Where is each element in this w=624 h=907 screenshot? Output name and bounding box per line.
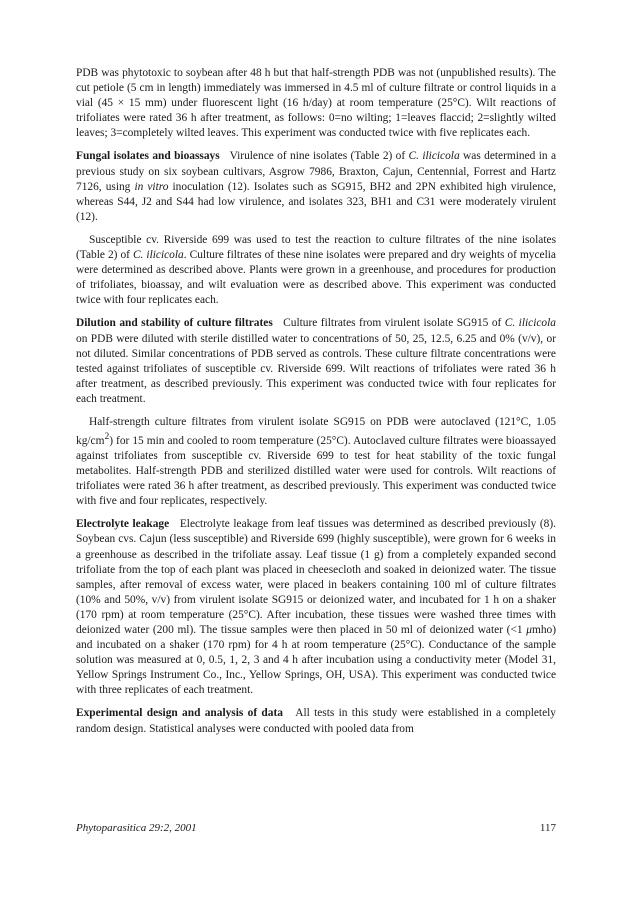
electrolyte-paragraph: [76, 517, 556, 698]
intro-paragraph: PDB was phytotoxic to soybean after 48 h but that half-strength PDB was not (unpublished results). The cut petiole (5 cm in length) immediately was immersed in 4.5 ml of culture filtrate or control liquids in a vial (45 × 15 mm) under fluorescent light (16 h/day) at room temperature (25°C). Wilt reactions of trifoliates were rated 36 h after treatment, as follows: 0=no wilting; 1=leaves flaccid; 2=slightly wilted leaves; 3=completely wilted leaves. This experiment was conducted twice with five replicates each.: [76, 67, 556, 140]
text-span: Electrolyte leakage from leaf tissues was determined as described previously (8). Soybean cvs. Cajun (less susceptible) and Riverside 699 (highly susceptible), were grown for 6 weeks in a greenhouse as described in the trifoliate assay. Leaf tissue (1 g) from a completely expanded second trifoliate from the top of each plant was placed in cheesecloth and soaked in deionized water. The tissue samples, after removal of excess water, were placed in beakers containing 100 ml of culture filtrates (10% and 50%, v/v) from virulent isolate SG915 or deionized water, and incubated for 1 h on a shaker (170 rpm) at room temperature (25°C). After incubation, these tissues were washed three times with deionized water (200 ml). The tissue samples were then placed in 50 ml of deionized water (<1: [76, 518, 556, 636]
text-span: mho) and incubated on a shaker (170 rpm) for 4 h at room temperature (25°C). Conductance of the sample solution was measured at 0, 0.5, 1, 2, 3 and 4 h after incubation using a conductivity meter (Model 31, Yellow Springs Instrument Co., Inc., Yellow Springs, OH, USA). This experiment was conducted twice with three replicates of each treatment.: [76, 623, 556, 697]
section-heading-design: Experimental design and analysis of data: [76, 707, 283, 720]
text-span: . Culture filtrates of these nine isolates were prepared and dry weights of mycelia were determined as described above. Plants were grown in a greenhouse, and procedures for production of trifoliates, bioassay, and wilt evaluation were as described above. This experiment was conducted twice with four replicates each.: [76, 249, 556, 307]
species-name: C. ilicicola: [132, 249, 184, 262]
text-span: was determined in a previous study on six soybean cultivars, Asgrow 7986, Braxton, Cajun, Centennial, Forrest and Hartz 7126, using: [76, 150, 557, 193]
dilution-paragraph-1: [76, 316, 556, 407]
section-heading-fungal: Fungal isolates and bioassays: [76, 150, 220, 163]
text-span: on PDB were diluted with sterile distilled water to concentrations of 50, 25, 12.5, 6.25 and 0% (v/v), or not diluted. Similar concentrations of PDB served as controls. These culture filtrate concentrations were tested against trifoliates of susceptible cv. Riverside 699. Wilt reactions of trifoliates were rated 36 h after treatment, as described previously. This experiment was conducted twice with four replicates for each treatment.: [76, 332, 556, 405]
journal-citation: Phytoparasitica 29:2, 2001: [76, 822, 197, 834]
design-paragraph: [76, 706, 556, 736]
fungal-paragraph-1: [76, 149, 556, 224]
fungal-paragraph-2: [76, 233, 556, 308]
mu-symbol: μ: [526, 623, 532, 636]
text-span: inoculation (12). Isolates such as SG915, BH2 and 2PN exhibited high virulence, whereas S44, J2 and S44 had low virulence, and isolates 323, BH1 and C31 were moderately virulent (12).: [76, 180, 556, 223]
text-span: ) for 15 min and cooled to room temperature (25°C). Autoclaved culture filtrates were bioassayed against trifoliates from susceptible cv. Riverside 699 to test for heat stability of the toxic fungal metabolites. Half-strength PDB and sterilized distilled water were used for controls. Wilt reactions of trifoliates were rated 36 h after treatment, as described previously. This experiment was conducted twice with five and four replicates, respectively.: [76, 434, 556, 508]
species-name: C. ilicicola: [504, 317, 556, 330]
text-span: Culture filtrates from virulent isolate SG915 of: [283, 317, 505, 330]
text-span: All tests in this study were established in a completely random design. Statistical analyses were conducted with pooled data from: [76, 707, 557, 735]
section-heading-electrolyte: Electrolyte leakage: [76, 518, 170, 531]
dilution-paragraph-2: [76, 415, 556, 509]
section-heading-dilution: Dilution and stability of culture filtrates: [76, 317, 273, 330]
page-body: [76, 66, 556, 745]
text-span: Half-strength culture filtrates from virulent isolate SG915 on PDB were autoclaved (121°C, 1.05 kg/cm: [76, 415, 556, 447]
page-number: 117: [539, 822, 556, 834]
superscript: 2: [104, 432, 110, 443]
page-footer: [76, 822, 556, 834]
text-span: Virulence of nine isolates (Table 2) of: [229, 150, 409, 163]
in-vitro-term: in vitro: [134, 180, 169, 193]
species-name: C. ilicicola: [408, 150, 460, 163]
text-span: Susceptible cv. Riverside 699 was used to test the reaction to culture filtrates of the nine isolates (Table 2) of: [76, 233, 556, 262]
